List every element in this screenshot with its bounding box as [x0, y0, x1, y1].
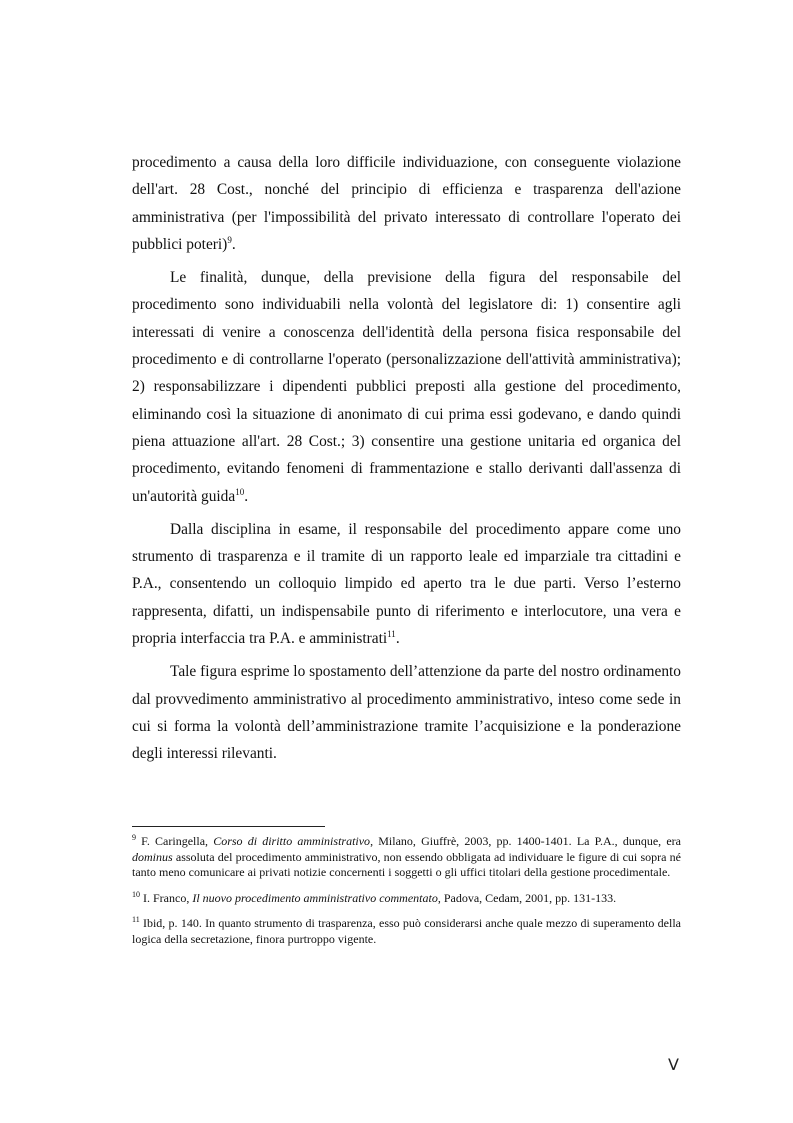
footnote-number: 9	[132, 833, 136, 842]
footnote	[132, 916, 681, 947]
footnote-text: Ibid, p. 140. In quanto strumento di trasparenza, esso può considerarsi anche quale mezzo di superamento della logica della secretazione, finora purtroppo vigente.	[132, 916, 681, 946]
footnote-reference: 9	[227, 234, 232, 245]
footnote-text: , Padova, Cedam, 2001, pp. 131-133.	[437, 890, 617, 905]
footnote-text: assoluta del procedimento amministrativo, non essendo obbligata ad individuare le figure di cui sopra né tanto meno comunicare ai privati notizie concernenti i soggetti o gli uffici titolari della gestione procedimentale.	[132, 849, 681, 880]
footnote-separator	[132, 826, 325, 827]
footnote-title: Il nuovo procedimento amministrativo commentato	[192, 890, 438, 905]
footnote-title: dominus	[132, 849, 173, 864]
footnote-reference: 10	[235, 486, 245, 497]
footnote-number: 11	[132, 915, 140, 925]
paragraph-text: .	[244, 487, 249, 505]
footnote-number: 10	[132, 889, 140, 899]
paragraph-text: Tale figura esprime lo spostamento dell’attenzione da parte del nostro ordinamento dal provvedimento amministrativo al procedimento amministrativo, inteso come sede in cui si forma la volontà dell’amministrazione tramite l’acquisizione e la ponderazione degli interessi rilevanti.	[132, 663, 681, 763]
footnote	[132, 891, 681, 907]
paragraph-text: Le finalità, dunque, della previsione della figura del responsabile del procedimento sono individuabili nella volontà del legislatore di: 1) consentire agli interessati di venire a conoscenza dell'identità della persona fisica responsabile del procedimento e di controllarne l'operato (personalizzazione dell'attività amministrativa); 2) responsabilizzare i dipendenti pubblici preposti alla gestione del procedimento, eliminando così la situazione di anonimato di cui prima essi godevano, e dando quindi piena attuazione all'art. 28 Cost.; 3) consentire una gestione unitaria ed organica del procedimento, evitando fenomeni di frammentazione e stallo derivanti dall'assenza di un'autorità guida	[132, 269, 681, 505]
footnote-text: F. Caringella,	[136, 834, 214, 848]
body-text	[132, 149, 681, 768]
footnotes	[132, 834, 681, 958]
page-number: V	[668, 1055, 679, 1074]
paragraph	[132, 264, 681, 510]
footnote-title: Corso di diritto amministrativo	[213, 834, 371, 848]
paragraph-text: procedimento a causa della loro difficile individuazione, con conseguente violazione dell'art. 28 Cost., nonché del principio di efficienza e trasparenza dell'azione amministrativa (per l'impossibilità del privato interessato di controllare l'operato dei pubblici poteri)	[132, 154, 681, 253]
footnote-text: , Milano, Giuffrè, 2003, pp. 1400-1401. La P.A., dunque, era	[370, 834, 681, 848]
paragraph	[132, 658, 681, 767]
footnote-text: I. Franco,	[140, 890, 193, 905]
paragraph-text: Dalla disciplina in esame, il responsabile del procedimento appare come uno strumento di trasparenza e il tramite di un rapporto leale ed imparziale tra cittadini e P.A., consentendo un colloquio limpido ed aperto tra le due parti. Verso l’esterno rappresenta, difatti, un indispensabile punto di riferimento e interlocutore, una vera e propria interfaccia tra P.A. e amministrati	[132, 520, 681, 648]
footnote-reference: 11	[387, 628, 396, 639]
footnote	[132, 834, 681, 881]
paragraph	[132, 149, 681, 258]
paragraph	[132, 516, 681, 652]
paragraph-text: .	[231, 235, 236, 253]
paragraph-text: .	[395, 630, 400, 648]
